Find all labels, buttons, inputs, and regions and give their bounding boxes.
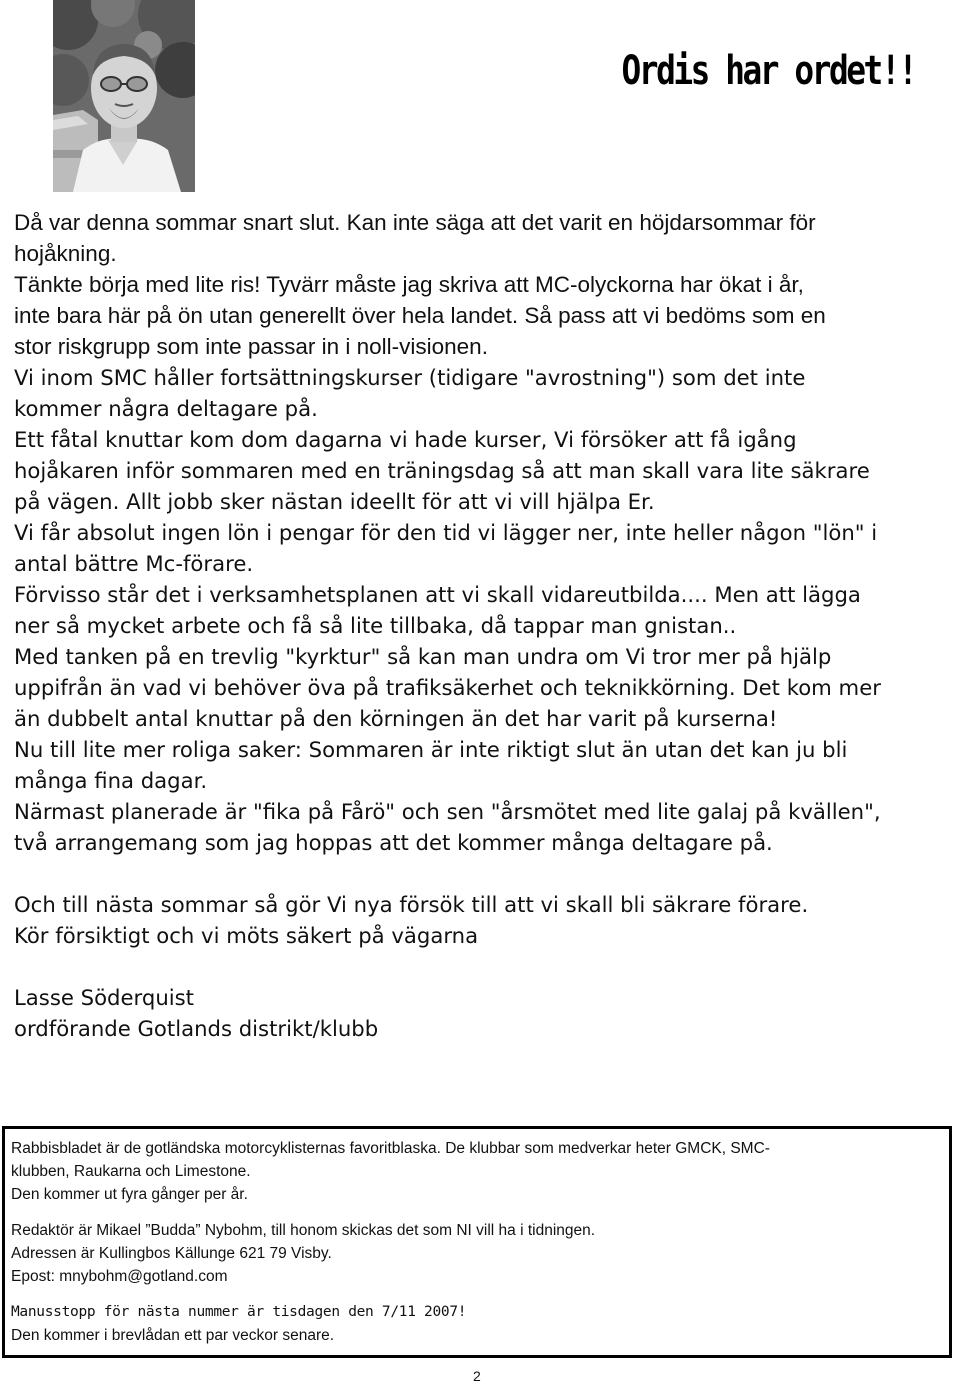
email-line: Epost: mnybohm@gotland.com	[11, 1268, 228, 1285]
deadline-line: Manusstopp för nästa nummer är tisdagen den 7/11 2007!	[11, 1304, 467, 1320]
article-line: ordförande Gotlands distrikt/klubb	[14, 1016, 379, 1041]
info-box	[2, 1126, 952, 1358]
info-line: klubben, Raukarna och Limestone.	[11, 1163, 251, 1180]
article-line: stor riskgrupp som inte passar in i noll-visionen.	[14, 334, 488, 359]
article-line: Närmast planerade är "fika på Fårö" och sen "årsmötet med lite galaj på kvällen",	[14, 799, 881, 824]
article-line: två arrangemang som jag hoppas att det kommer många deltagare på.	[14, 830, 773, 855]
article-body	[14, 207, 949, 1044]
info-line: Rabbisbladet är de gotländska motorcyklisternas favoritblaska. De klubbar som medverkar heter GMCK, SMC-	[11, 1140, 770, 1157]
article-line: Nu till lite mer roliga saker: Sommaren är inte riktigt slut än utan det kan ju bli	[14, 737, 848, 762]
editor-line: Redaktör är Mikael ”Budda” Nybohm, till honom skickas det som NI vill ha i tidningen.	[11, 1222, 596, 1239]
article-line: Med tanken på en trevlig "kyrktur" så kan man undra om Vi tror mer på hjälp	[14, 644, 832, 669]
article-line: på vägen. Allt jobb sker nästan ideellt för att vi vill hjälpa Er.	[14, 489, 655, 514]
article-line: hojåkning.	[14, 241, 117, 266]
article-line: Och till nästa sommar så gör Vi nya försök till att vi skall bli säkrare förare.	[14, 892, 809, 917]
article-line: Kör försiktigt och vi möts säkert på vägarna	[14, 923, 479, 948]
address-line: Adressen är Kullingbos Källunge 621 79 Visby.	[11, 1245, 332, 1262]
article-line: Vi får absolut ingen lön i pengar för den tid vi lägger ner, inte heller någon "lön" i	[14, 520, 878, 545]
delivery-line: Den kommer i brevlådan ett par veckor senare.	[11, 1327, 335, 1344]
article-line: kommer några deltagare på.	[14, 396, 318, 421]
article-line: Vi inom SMC håller fortsättningskurser (tidigare "avrostning") som det inte	[14, 365, 806, 390]
article-line: Lasse Söderquist	[14, 985, 194, 1010]
article-line: ner så mycket arbete och få så lite tillbaka, då tappar man gnistan..	[14, 613, 737, 638]
article-line: uppifrån än vad vi behöver öva på trafiksäkerhet och teknikkörning. Det kom mer	[14, 675, 881, 700]
article-line: Då var denna sommar snart slut. Kan inte säga att det varit en höjdarsommar för	[14, 210, 816, 235]
article-line: hojåkaren inför sommaren med en träningsdag så att man skall vara lite säkrare	[14, 458, 870, 483]
article-line: många fina dagar.	[14, 768, 208, 793]
blank-line	[14, 951, 949, 982]
author-photo	[53, 0, 195, 192]
info-line: Den kommer ut fyra gånger per år.	[11, 1186, 248, 1203]
article-line: Förvisso står det i verksamhetsplanen att vi skall vidareutbilda.... Men att lägga	[14, 582, 861, 607]
blank-line	[14, 858, 949, 889]
page-number: 2	[473, 1368, 481, 1384]
article-line: än dubbelt antal knuttar på den körningen än det har varit på kurserna!	[14, 706, 778, 731]
article-line: Ett fåtal knuttar kom dom dagarna vi hade kurser, Vi försöker att få igång	[14, 427, 797, 452]
article-line: antal bättre Mc-förare.	[14, 551, 254, 576]
page-title: Ordis har ordet!!	[621, 48, 915, 94]
article-line: Tänkte börja med lite ris! Tyvärr måste jag skriva att MC-olyckorna har ökat i år,	[14, 272, 804, 297]
article-line: inte bara här på ön utan generellt över hela landet. Så pass att vi bedöms som en	[14, 303, 826, 328]
